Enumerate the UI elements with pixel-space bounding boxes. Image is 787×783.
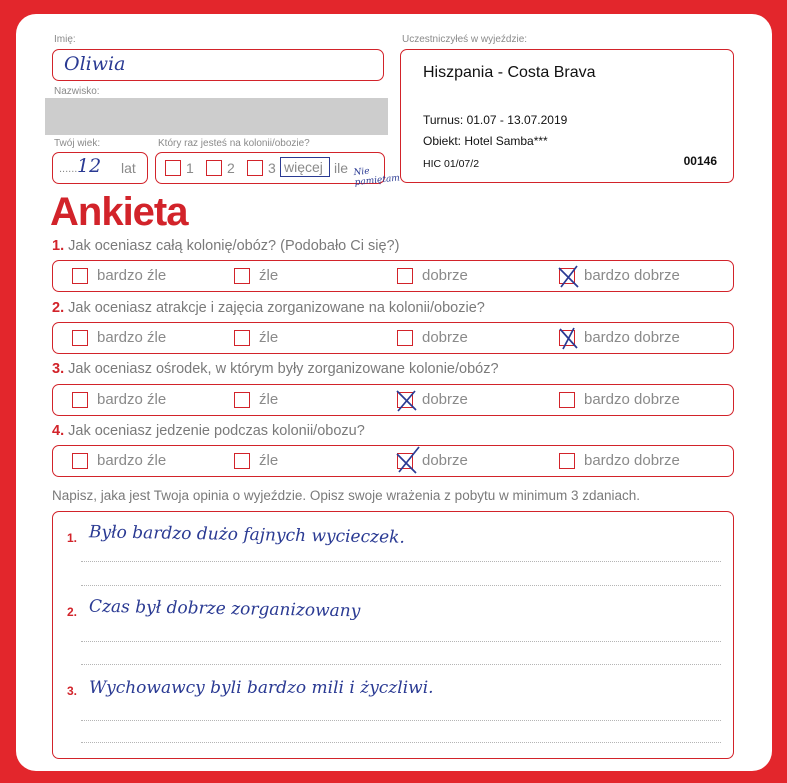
option-label: dobrze: [422, 391, 468, 408]
age-dots: ......: [59, 163, 78, 175]
trip-destination: Hiszpania - Costa Brava: [423, 64, 596, 81]
option-label: źle: [259, 329, 279, 346]
name-value: Oliwia: [64, 53, 126, 75]
writing-line: [81, 641, 721, 642]
checkbox-zle[interactable]: [234, 268, 250, 284]
option-label: bardzo źle: [97, 391, 167, 408]
trip-box: [400, 49, 734, 183]
option-label: źle: [259, 452, 279, 469]
age-unit: lat: [121, 160, 136, 176]
option-label: bardzo dobrze: [584, 391, 680, 408]
name-label: Imię:: [54, 34, 76, 45]
times-option-3: 3: [268, 160, 276, 176]
times-checkbox-1[interactable]: [165, 160, 181, 176]
answer-2: Czas był dobrze zorganizowany: [88, 596, 361, 622]
option-label: źle: [259, 267, 279, 284]
times-ile-value: Nie pamiętam: [353, 166, 401, 189]
writing-line: [81, 742, 721, 743]
question-title: [52, 361, 499, 377]
trip-turnus: Turnus: 01.07 - 13.07.2019: [423, 113, 568, 127]
checkbox-zle[interactable]: [234, 330, 250, 346]
question-number: 4.: [52, 423, 65, 439]
option-label: bardzo dobrze: [584, 452, 680, 469]
writing-line: [81, 664, 721, 665]
times-checkbox-2[interactable]: [206, 160, 222, 176]
question-number: 1.: [52, 238, 65, 254]
times-option-more: więcej: [284, 159, 323, 175]
answer-number: 2.: [67, 605, 78, 619]
question-number: 3.: [52, 361, 65, 377]
checkbox-bardzo-zle[interactable]: [72, 392, 88, 408]
times-option-2: 2: [227, 160, 235, 176]
question-text: Jak oceniasz ośrodek, w którym były zorganizowane kolonie/obóz?: [68, 361, 499, 377]
check-mark-icon: [395, 389, 419, 413]
opinion-prompt: Napisz, jaka jest Twoja opinia o wyjeździe. Opisz swoje wrażenia z pobytu w minimum 3 zdaniach.: [52, 488, 641, 503]
question-options-row: [52, 322, 734, 354]
times-field: [155, 152, 385, 184]
question-title: [52, 300, 485, 316]
checkbox-bardzo-dobrze[interactable]: [559, 453, 575, 469]
surname-redacted: [45, 98, 388, 135]
times-checkbox-3[interactable]: [247, 160, 263, 176]
option-label: dobrze: [422, 329, 468, 346]
writing-line: [81, 561, 721, 562]
trip-number: 00146: [683, 154, 717, 168]
question-number: 2.: [52, 300, 65, 316]
checkbox-bardzo-zle[interactable]: [72, 453, 88, 469]
question-text: Jak oceniasz jedzenie podczas kolonii/obozu?: [68, 423, 365, 439]
question-title: [52, 238, 399, 254]
name-field[interactable]: [52, 49, 384, 81]
checkbox-zle[interactable]: [234, 453, 250, 469]
check-mark-icon: [395, 450, 421, 476]
checkbox-dobrze[interactable]: [397, 453, 413, 469]
option-label: bardzo dobrze: [584, 267, 680, 284]
question-text: Jak oceniasz atrakcje i zajęcia zorganizowane na kolonii/obozie?: [68, 300, 485, 316]
trip-code: HIC 01/07/2: [423, 158, 480, 170]
checkbox-dobrze[interactable]: [397, 330, 413, 346]
question-title: [52, 423, 365, 439]
survey-title: Ankieta: [50, 190, 188, 234]
writing-line: [81, 585, 721, 586]
checkbox-zle[interactable]: [234, 392, 250, 408]
option-label: bardzo dobrze: [584, 329, 680, 346]
checkbox-bardzo-zle[interactable]: [72, 330, 88, 346]
trip-label: Uczestniczyłeś w wyjeździe:: [402, 34, 528, 45]
question-options-row: [52, 260, 734, 292]
checkbox-dobrze[interactable]: [397, 392, 413, 408]
writing-line: [81, 720, 721, 721]
times-option-1: 1: [186, 160, 194, 176]
question-options-row: [52, 445, 734, 477]
checkbox-dobrze[interactable]: [397, 268, 413, 284]
opinion-box[interactable]: [52, 511, 734, 759]
question-options-row: [52, 384, 734, 416]
answer-1: Było bardzo dużo fajnych wycieczek.: [88, 522, 405, 548]
answer-number: 1.: [67, 531, 78, 545]
checkbox-bardzo-dobrze[interactable]: [559, 330, 575, 346]
checkbox-bardzo-zle[interactable]: [72, 268, 88, 284]
times-ile-label: ile: [334, 160, 349, 176]
times-label: Który raz jesteś na kolonii/obozie?: [158, 138, 310, 149]
survey-sheet: [16, 14, 772, 771]
answer-3: Wychowawcy byli bardzo mili i życzliwi.: [89, 678, 434, 698]
option-label: bardzo źle: [97, 452, 167, 469]
option-label: bardzo źle: [97, 267, 167, 284]
option-label: bardzo źle: [97, 329, 167, 346]
trip-obiekt: Obiekt: Hotel Samba***: [423, 134, 548, 148]
checkbox-bardzo-dobrze[interactable]: [559, 268, 575, 284]
check-mark-icon: [557, 327, 581, 351]
answer-number: 3.: [67, 684, 78, 698]
age-value: 12: [77, 155, 102, 177]
question-text: Jak oceniasz całą kolonię/obóz? (Podobało Ci się?): [68, 238, 400, 254]
option-label: dobrze: [422, 267, 468, 284]
check-mark-icon: [557, 265, 581, 289]
option-label: źle: [259, 391, 279, 408]
age-field[interactable]: [52, 152, 148, 184]
checkbox-bardzo-dobrze[interactable]: [559, 392, 575, 408]
option-label: dobrze: [422, 452, 468, 469]
age-label: Twój wiek:: [54, 138, 101, 149]
surname-label: Nazwisko:: [54, 86, 100, 97]
